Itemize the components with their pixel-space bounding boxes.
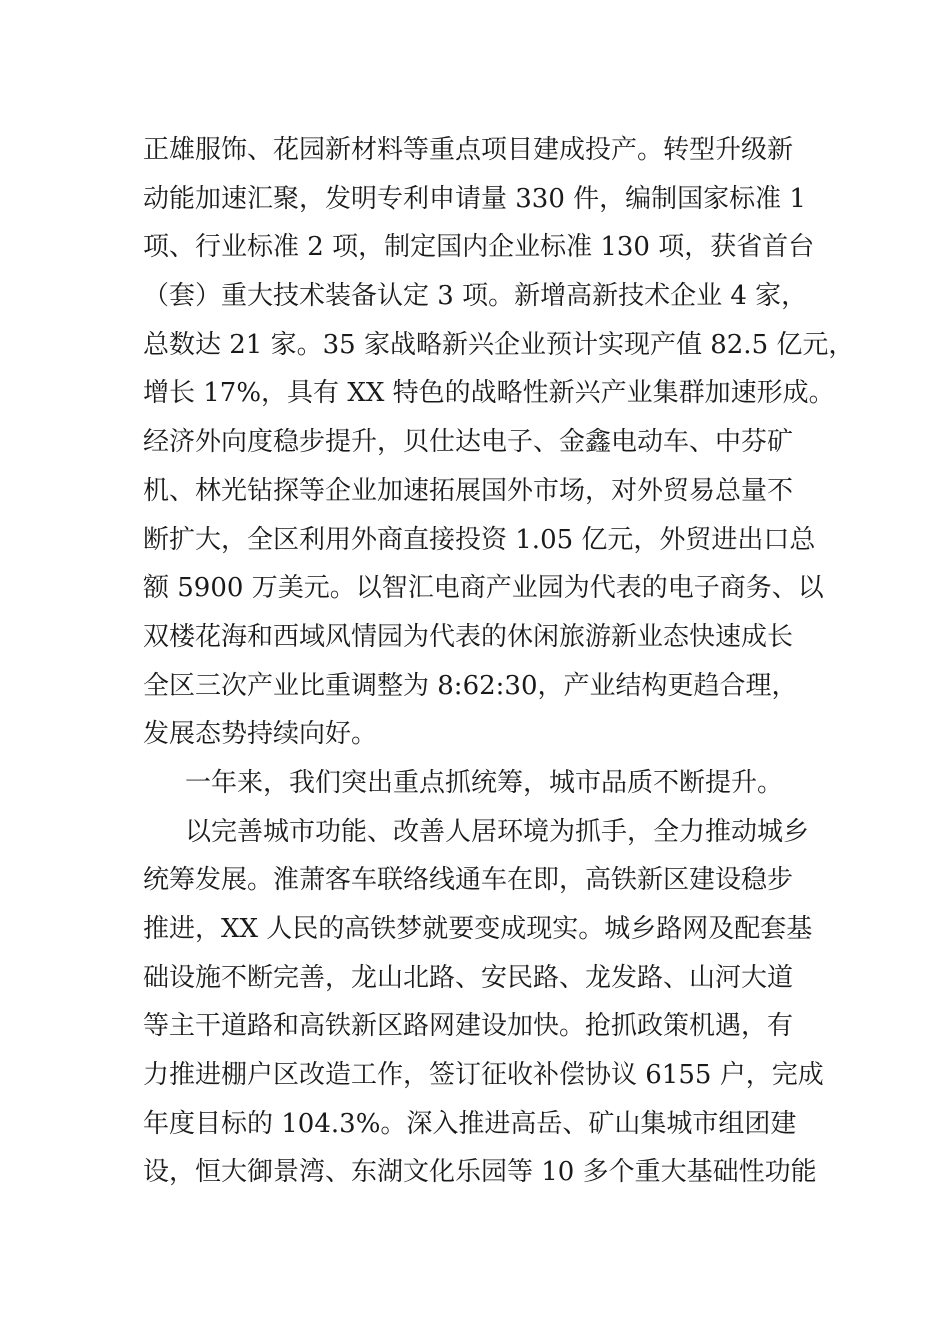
text-line: 额 5900 万美元。以智汇电商产业园为代表的电子商务、以 [143,573,824,604]
body-text [143,126,855,1197]
text-line: 设，恒大御景湾、东湖文化乐园等 10 多个重大基础性功能 [143,1157,817,1188]
text-line: 增长 17%，具有 XX 特色的战略性新兴产业集群加速形成。 [143,378,835,409]
text-line: 统筹发展。淮萧客车联络线通车在即，高铁新区建设稳步 [143,865,794,896]
text-line: 发展态势持续向好。 [143,719,378,750]
text-line: 正雄服饰、花园新材料等重点项目建成投产。转型升级新 [143,135,794,165]
text-line: 经济外向度稳步提升，贝仕达电子、金鑫电动车、中芬矿 [143,427,794,458]
text-line: 础设施不断完善，龙山北路、安民路、龙发路、山河大道 [143,962,794,993]
text-line: 断扩大，全区利用外商直接投资 1.05 亿元，外贸进出口总 [143,524,816,555]
text-line: 力推进棚户区改造工作，签订征收补偿协议 6155 户，完成 [143,1060,824,1091]
text-line: 机、林光钻探等企业加速拓展国外市场，对外贸易总量不 [143,475,794,506]
text-line: 动能加速汇聚，发明专利申请量 330 件，编制国家标准 1 [143,183,806,214]
text-line: 年度目标的 104.3%。深入推进高岳、矿山集城市组团建 [143,1108,797,1139]
text-line: 全区三次产业比重调整为 8:62:30，产业结构更趋合理， [143,670,798,701]
text-line: 以完善城市功能、改善人居环境为抓手，全力推动城乡 [185,816,810,847]
paragraph-heading: 一年来，我们突出重点抓统筹，城市品质不断提升。 [185,767,784,798]
text-line: 总数达 21 家。35 家战略新兴企业预计实现产值 82.5 亿元， [143,329,855,360]
text-line: （套）重大技术装备认定 3 项。新增高新技术企业 4 家， [143,281,808,312]
text-line: 等主干道路和高铁新区路网建设加快。抢抓政策机遇，有 [143,1011,794,1042]
text-line: 项、行业标准 2 项，制定国内企业标准 130 项，获省首台 [143,232,815,263]
text-line: 推进，XX 人民的高铁梦就要变成现实。城乡路网及配套基 [143,914,813,944]
text-line: 双楼花海和西域风情园为代表的休闲旅游新业态快速成长 [143,621,794,652]
